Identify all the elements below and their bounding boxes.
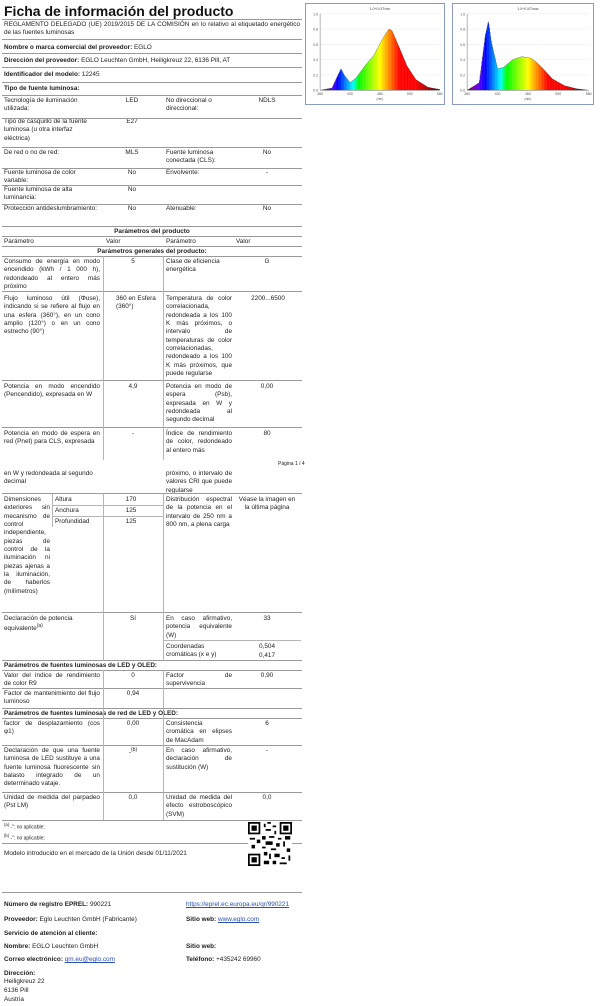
- footnote-b-mark: (b): [4, 833, 10, 838]
- y-tick-label: 0.8: [313, 27, 319, 32]
- height-value: 170: [125, 496, 137, 503]
- x-tick-label: 380: [317, 92, 324, 97]
- supplier-value: EGLO: [134, 44, 152, 51]
- r9-value: 0: [131, 672, 135, 679]
- eprel-label: Número de registro EPREL:: [4, 901, 89, 908]
- height-label: Altura: [55, 496, 72, 503]
- spectral-value: Véase la imagen en la última página: [238, 496, 296, 512]
- y-tick-label: 0.2: [460, 73, 466, 78]
- regulation-text: REGLAMENTO DELEGADO (UE) 2019/2015 DE LA COMISIÓN en lo relativo al etiquetado energético de las fuentes luminosas: [4, 21, 300, 37]
- eprel-link[interactable]: https://eprel.ec.europa.eu/qr/990221: [186, 901, 290, 908]
- efficiency-class-label: Clase de eficiencia energética: [166, 258, 220, 274]
- chart-title: 1.0+0.0/Tmax: [517, 6, 539, 11]
- glare-label: Protección antideslumbramiento:: [4, 205, 98, 212]
- macadam-value: 6: [265, 720, 269, 727]
- x-axis-label: (nm): [524, 97, 532, 102]
- x-tick-label: 430: [494, 92, 501, 97]
- cri-value: 80: [263, 430, 271, 437]
- service-address-line-1: Heiligkreuz 22: [4, 978, 45, 985]
- x-tick-label: 430: [347, 92, 353, 97]
- service-email-row: [4, 956, 115, 964]
- service-name-row: [4, 943, 98, 951]
- led-params-header: Parámetros de fuentes luminosas de LED y OLED:: [4, 662, 158, 669]
- footnote-b-text: -": no aplicable;: [10, 835, 45, 842]
- cls-label: Fuente luminosa conectada (CLS):: [166, 149, 216, 165]
- source-type-table: [0, 97, 300, 227]
- y-tick-label: 1.0: [460, 12, 466, 17]
- x-tick-label: 530: [555, 92, 562, 97]
- flux-label: Flujo luminoso útil (Φuse), indicando si se refiere al flujo en una esfera (360°), en un cono amplio (120°) o en un cono estrecho (90°): [4, 295, 100, 336]
- color-var-label: Fuente luminosa de color variable:: [4, 169, 76, 185]
- x-tick-label: 580: [436, 92, 443, 97]
- envelope-label: Envolvente:: [166, 169, 200, 176]
- provider-web-label: Sitio web:: [186, 916, 217, 923]
- replacement-watt-value: -: [265, 747, 269, 754]
- on-power-value: 4,9: [128, 383, 138, 390]
- cct-label: Temperatura de color correlacionada, redondeada a los 100 K más próximos, o intervalo de temperaturas de color correlacionadas, redondeado a los 100 K más próximos, que puede regularse: [166, 295, 232, 377]
- standby-value: 0,00: [260, 383, 274, 390]
- col-value-2: Valor: [236, 238, 251, 245]
- model-row: [4, 71, 300, 79]
- service-phone-row: [186, 956, 261, 964]
- equiv-power-label: En caso afirmativo, potencia equivalente (W): [166, 615, 232, 639]
- footnote-b: [4, 833, 45, 842]
- high-lum-label: Fuente luminosa de alta luminancia:: [4, 186, 73, 202]
- energy-label: Consumo de energía en modo encendido (kWh / 1 000 h), redondeado al entero más próximo: [4, 258, 100, 290]
- chart-title: 1.0+0.0/Tmin: [369, 6, 391, 11]
- tech-value: LED: [125, 97, 139, 104]
- service-address-label: Dirección:: [4, 970, 36, 977]
- x-tick-label: 380: [464, 92, 471, 97]
- page-title: Ficha de información del producto: [4, 3, 234, 19]
- x-tick-label: 530: [406, 92, 413, 97]
- chroma-coords-label: Coordenadas cromáticas (x e y): [166, 643, 217, 659]
- equiv-row: [4, 615, 100, 634]
- replacement-dash: -: [128, 749, 131, 757]
- model-label: Identificador del modelo:: [4, 71, 80, 78]
- eprel-row: [4, 901, 111, 909]
- y-tick-label: 0.0: [313, 88, 319, 93]
- mains-value: MLS: [125, 149, 139, 156]
- provider-web-link[interactable]: www.eglo.com: [217, 916, 260, 923]
- supplier-label: Nombre o marca comercial del proveedor:: [4, 44, 133, 51]
- eprel-value: 990221: [89, 901, 112, 908]
- mains-params-header: Parámetros de fuentes luminosas de red de LED y OLED:: [4, 710, 179, 717]
- service-name-label: Nombre:: [4, 943, 31, 950]
- chroma-x-value: 0,504: [259, 643, 275, 650]
- survival-value: 0,90: [260, 672, 274, 679]
- y-tick-label: 0.2: [313, 73, 319, 78]
- col-value-1: Valor: [106, 238, 121, 245]
- dimmable-value: No: [262, 205, 272, 212]
- qr-code-icon: [248, 822, 292, 866]
- service-web-label: Sitio web:: [186, 943, 217, 950]
- flux-value: 360 en Esfera (360°): [116, 295, 156, 311]
- provider-web-row: [186, 916, 259, 924]
- stroboscopic-value: 0,0: [262, 794, 272, 801]
- chroma-y-value: 0,417: [259, 652, 275, 659]
- spectrum-chart-max: [452, 3, 594, 105]
- supplier-row: [4, 44, 300, 52]
- maintenance-value: 0,94: [126, 690, 140, 697]
- footnote-a-mark: (a): [4, 822, 10, 827]
- service-name-value: EGLO Leuchten GmbH: [32, 943, 99, 950]
- service-phone-value: +435242 69960: [216, 956, 261, 963]
- provider-value: Eglo Leuchten GmbH (Fabricante): [39, 916, 137, 923]
- maintenance-label: Factor de mantenimiento del flujo luminoso: [4, 690, 100, 706]
- replacement-sup: (b): [131, 747, 138, 753]
- col-param-1: Parámetro: [4, 238, 34, 245]
- efficiency-class-value: G: [264, 258, 270, 265]
- standby-label: Potencia en modo de espera (Psb), expresada en W y redondeada al segundo decimal: [166, 383, 232, 424]
- replacement-label: Declaración de que una fuente luminosa de LED sustituye a una fuente luminosa fluorescente sin balasto integrado de un determinado vataje.: [4, 747, 100, 788]
- service-address-line-2: 6136 Pill: [4, 987, 29, 994]
- equiv-label: Declaración de potencia equivalente: [4, 615, 73, 633]
- dimensions-label: Dimensiones exteriores sin mecanismo de control independiente, piezas de control de la iluminación ni piezas ajenas a la iluminación, de haberlos (milímetros): [4, 496, 50, 595]
- survival-label: Factor de supervivencia: [166, 672, 232, 688]
- flicker-label: Unidad de medida del parpadeo (Pst LM): [4, 794, 100, 810]
- x-tick-label: 480: [376, 92, 383, 97]
- spectral-label: Distribución espectral de la potencia en el intervalo de 250 nm a 800 nm, a plena carga: [166, 496, 232, 528]
- glare-value: No: [127, 205, 137, 212]
- y-tick-label: 0.4: [460, 58, 466, 63]
- y-tick-label: 0.6: [460, 42, 466, 47]
- service-email-label: Correo electrónico:: [4, 956, 63, 963]
- equiv-value: Sí: [129, 615, 137, 622]
- net-standby-value: -: [131, 430, 135, 437]
- stroboscopic-label: Unidad de medida del efecto estroboscópico (SVM): [166, 794, 232, 818]
- cls-value: No: [262, 149, 272, 156]
- on-power-label: Potencia en modo encendido (Pencendido), expresada en W: [4, 383, 100, 399]
- cap-value: E27: [126, 118, 138, 125]
- footnote-a: [4, 822, 45, 831]
- address-row: [4, 57, 300, 65]
- equiv-sup: (a): [36, 623, 43, 630]
- service-phone-label: Teléfono:: [186, 956, 215, 963]
- address-value: EGLO Leuchten GmbH, Heiligkreuz 22, 6136 Pill, AT: [81, 57, 231, 64]
- macadam-label: Consistencia cromática en elipses de MacAdam: [166, 720, 232, 744]
- spectrum-chart-min: [305, 3, 445, 105]
- net-standby-label: Potencia en modo de espera en red (Pnet) para CLS, expresada: [4, 430, 100, 446]
- y-tick-label: 0.6: [313, 42, 319, 47]
- col-param-2: Parámetro: [166, 238, 196, 245]
- address-label: Dirección del proveedor:: [4, 57, 80, 64]
- source-type-header: Tipo de fuente luminosa:: [4, 85, 80, 92]
- general-params-table: [0, 258, 300, 458]
- cri-cont: próximo, o intervalo de valores CRI que puede regularse: [166, 470, 232, 494]
- tech-label: Tecnología de iluminación utilizada:: [4, 97, 78, 113]
- cos-phi-label: factor de desplazamiento (cos φ1): [4, 720, 100, 736]
- y-tick-label: 0.0: [460, 88, 466, 93]
- provider-label: Proveedor:: [4, 916, 38, 923]
- width-label: Anchura: [55, 507, 79, 514]
- product-params-header: Parámetros del producto: [114, 228, 190, 235]
- page-number: Página 1 / 4: [278, 461, 305, 467]
- replacement-value: [108, 747, 158, 757]
- mains-label: De red o no de red:: [4, 149, 60, 156]
- cri-label: Índice de rendimiento de color, redondeado al entero más: [166, 430, 232, 454]
- depth-value: 125: [125, 518, 137, 525]
- x-tick-label: 480: [524, 92, 531, 97]
- y-tick-label: 1.0: [313, 12, 319, 17]
- high-lum-value: No: [127, 186, 137, 193]
- flicker-value: 0,0: [128, 794, 138, 801]
- energy-value: 5: [131, 258, 135, 265]
- envelope-value: -: [265, 169, 269, 176]
- equiv-power-value: 33: [263, 615, 271, 622]
- depth-label: Profundidad: [55, 518, 90, 525]
- cos-phi-value: 0,00: [126, 720, 140, 727]
- service-email-link[interactable]: qm.eu@eglo.com: [64, 956, 115, 963]
- provider-row: [4, 916, 137, 924]
- color-var-value: No: [127, 169, 137, 176]
- width-value: 125: [125, 507, 137, 514]
- general-params-header: Parámetros generales del producto:: [97, 248, 207, 255]
- directional-label: No direccional o direccional:: [166, 97, 212, 113]
- replacement-watt-label: En caso afirmativo, declaración de sustitución (W): [166, 747, 232, 771]
- net-standby-cont: en W y redondeada al segundo decimal: [4, 470, 93, 486]
- y-tick-label: 0.8: [460, 27, 466, 32]
- service-header: Servicio de atención al cliente:: [4, 930, 98, 937]
- y-tick-label: 0.4: [313, 58, 319, 63]
- footnote-a-text: -": no aplicable;: [10, 824, 45, 831]
- dimmable-label: Atenuable:: [166, 205, 197, 212]
- directional-value: NDLS: [258, 97, 276, 104]
- service-address-line-3: Austria: [4, 996, 24, 1003]
- cct-value: 2200...6500: [251, 295, 285, 302]
- model-value: 12245: [81, 71, 100, 78]
- cap-label: Tipo de casquillo de la fuente luminosa (u otra interfaz eléctrica): [4, 118, 87, 142]
- r9-label: Valor del índice de rendimiento de color R9: [4, 672, 100, 688]
- x-tick-label: 580: [585, 92, 592, 97]
- introduced-text: Modelo introducido en el mercado de la Unión desde 01/11/2021: [4, 850, 187, 857]
- x-axis-label: (nm): [376, 97, 384, 102]
